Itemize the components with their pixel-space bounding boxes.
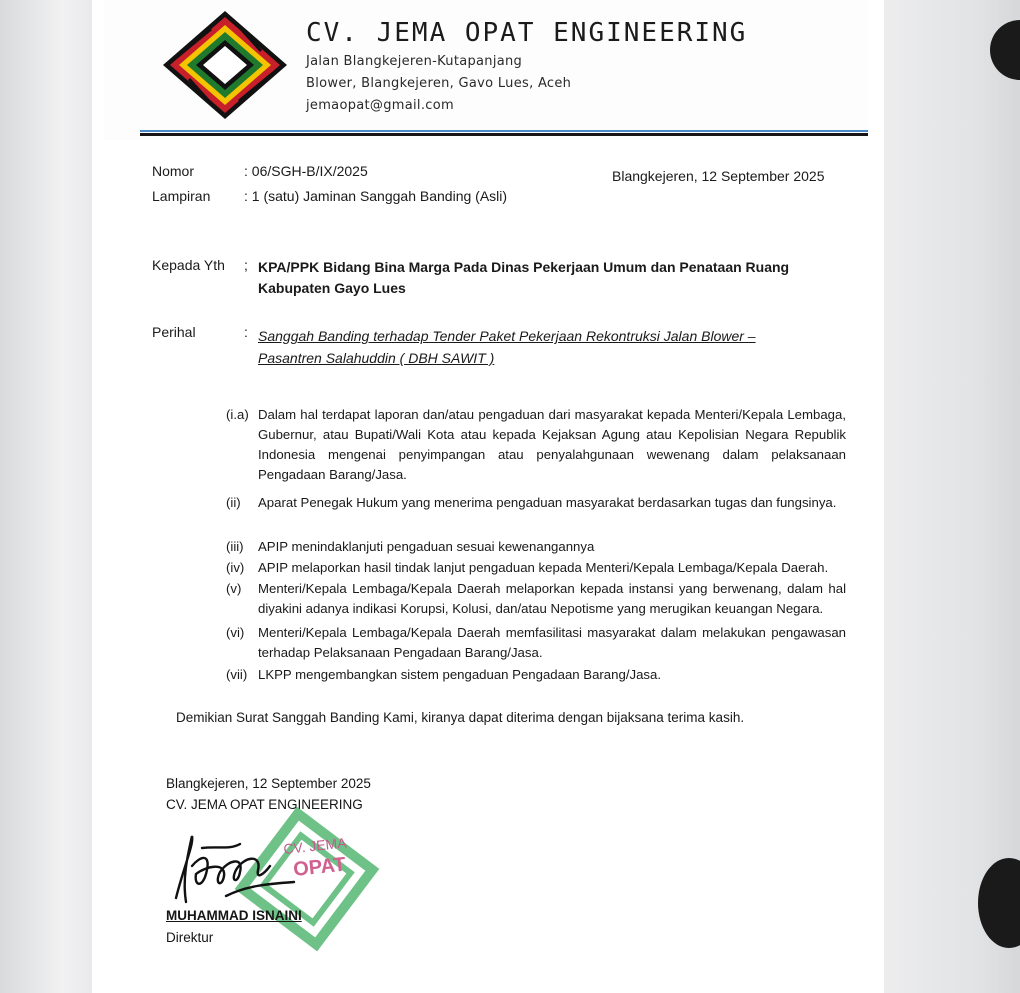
address-line-1: Jalan Blangkejeren-Kutapanjang bbox=[306, 54, 523, 69]
header-rule-dark bbox=[140, 133, 868, 136]
item-text: APIP melaporkan hasil tindak lanjut pengaduan kepada Menteri/Kepala Lembaga/Kepala Daerah. bbox=[258, 560, 829, 575]
subject-label: Perihal bbox=[152, 324, 196, 340]
item-number: (vi) bbox=[226, 625, 245, 640]
item-number: (iii) bbox=[226, 539, 244, 554]
letter-date: Blangkejeren, 12 September 2025 bbox=[612, 168, 825, 184]
item-number: (vii) bbox=[226, 667, 248, 682]
recipient-separator: ; bbox=[244, 257, 248, 273]
nomor-value: : 06/SGH-B/IX/2025 bbox=[244, 163, 368, 179]
item-text: LKPP mengembangkan sistem pengaduan Pengadaan Barang/Jasa. bbox=[258, 667, 661, 682]
subject-separator: : bbox=[244, 324, 248, 340]
item-text: Aparat Penegak Hukum yang menerima pengaduan masyarakat berdasarkan tugas dan fungsinya. bbox=[258, 495, 837, 510]
closing-text: Demikian Surat Sanggah Banding Kami, kiranya dapat diterima dengan bijaksana terima kasih. bbox=[176, 710, 745, 725]
lampiran-label: Lampiran bbox=[152, 188, 211, 204]
item-text: APIP menindaklanjuti pengaduan sesuai kewenangannya bbox=[258, 539, 595, 554]
item-number: (v) bbox=[226, 581, 242, 596]
background-left bbox=[0, 0, 104, 993]
item-number: (iv) bbox=[226, 560, 245, 575]
lampiran-value: : 1 (satu) Jaminan Sanggah Banding (Asli) bbox=[244, 188, 508, 204]
recipient-label: Kepada Yth bbox=[152, 257, 225, 273]
recipient-line-1: KPA/PPK Bidang Bina Marga Pada Dinas Pekerjaan Umum dan Penataan Ruang bbox=[258, 259, 790, 275]
signatory-title: Direktur bbox=[166, 930, 214, 945]
item-text: Menteri/Kepala Lembaga/Kepala Daerah memfasilitasi masyarakat dalam melakukan pengawasan terhadap Pelaksanaan Pengadaan Barang/Jasa. bbox=[258, 625, 846, 660]
signature-place-date: Blangkejeren, 12 September 2025 bbox=[166, 776, 371, 791]
address-line-2: Blower, Blangkejeren, Gavo Lues, Aceh bbox=[306, 76, 572, 91]
subject-line-2: Pasantren Salahuddin ( DBH SAWIT ) bbox=[258, 350, 495, 366]
signatory-name: MUHAMMAD ISNAINI bbox=[166, 908, 302, 923]
item-text: Menteri/Kepala Lembaga/Kepala Daerah melaporkan kepada instansi yang berwenang, dalam hal diyakini adanya indikasi Korupsi, Kolusi, dan/atau Nepotisme yang merugikan keuangan Negara. bbox=[258, 581, 846, 616]
item-number: (ii) bbox=[226, 495, 241, 510]
header-rule-blue bbox=[140, 130, 868, 132]
email: jemaopat@gmail.com bbox=[306, 98, 454, 113]
nomor-label: Nomor bbox=[152, 163, 195, 179]
background-right bbox=[872, 0, 1020, 993]
item-number: (i.a) bbox=[226, 407, 249, 422]
subject-line-1: Sanggah Banding terhadap Tender Paket Pekerjaan Rekontruksi Jalan Blower – bbox=[258, 328, 756, 344]
stamp-text-line-2: OPAT bbox=[292, 853, 347, 881]
signature-company: CV. JEMA OPAT ENGINEERING bbox=[166, 797, 363, 812]
stamp-text-line-1: CV. JEMA bbox=[282, 834, 348, 857]
company-logo bbox=[160, 8, 290, 122]
handwritten-signature bbox=[166, 826, 316, 910]
recipient-line-2: Kabupaten Gayo Lues bbox=[258, 280, 406, 296]
company-name: CV. JEMA OPAT ENGINEERING bbox=[306, 18, 748, 48]
item-text: Dalam hal terdapat laporan dan/atau pengaduan dari masyarakat kepada Menteri/Kepala Lembaga, Gubernur, atau Bupati/Wali Kota atau kepada Kejaksan Agung atau Kepolisian Negara Republik Indonesia mengenai penyimpangan atau penyalahgunaan wewenang dalam pelaksanaan Pengadaan Barang/Jasa. bbox=[258, 407, 846, 482]
